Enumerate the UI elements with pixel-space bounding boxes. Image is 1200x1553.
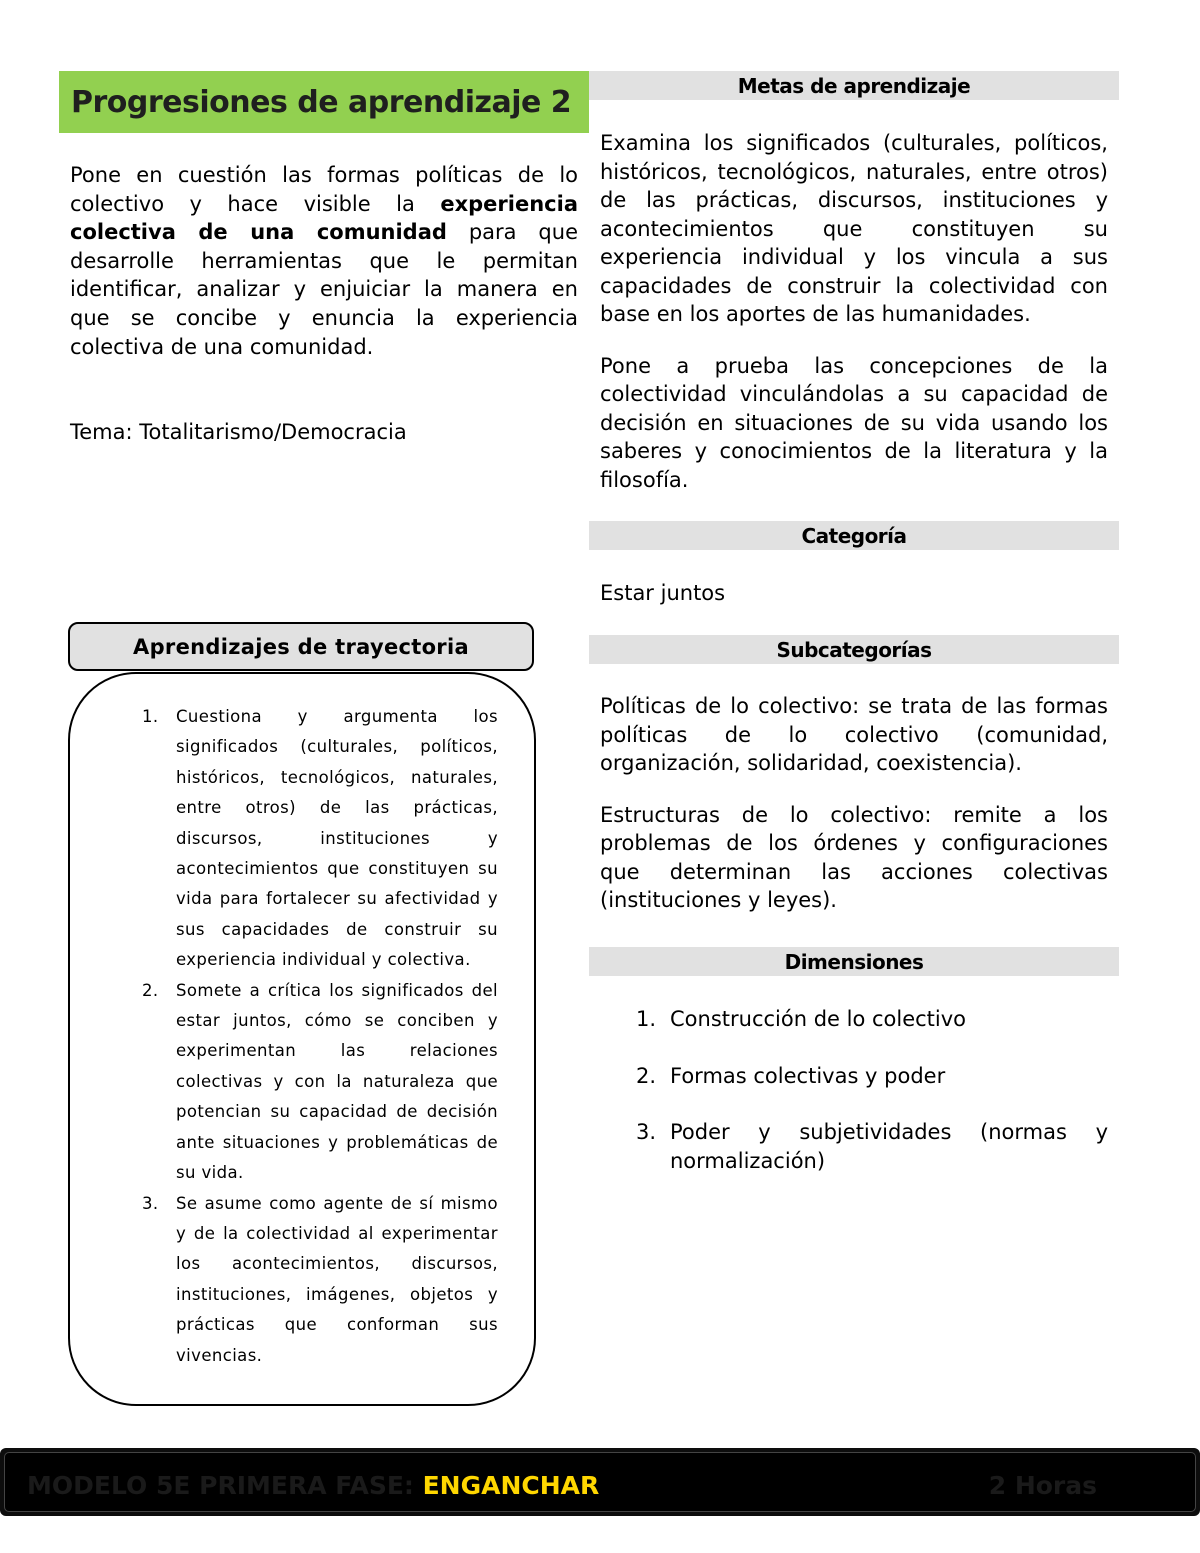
trayectoria-item <box>136 702 498 976</box>
dimension-item <box>636 1062 1108 1091</box>
dimensiones-header: Dimensiones <box>589 947 1119 976</box>
footer-phase: ENGANCHAR <box>422 1471 600 1500</box>
trayectoria-title: Aprendizajes de trayectoria <box>68 622 534 671</box>
trayectoria-item <box>136 976 498 1189</box>
progression-description <box>70 161 578 361</box>
metas-paragraph-2: Pone a prueba las concepciones de la colectividad vinculándolas a su capacidad de decisión en situaciones de su vida usando los saberes y conocimientos de la literatura y la filosofía. <box>600 353 1108 492</box>
categoria-header: Categoría <box>589 521 1119 550</box>
list-number: 3. <box>636 1120 657 1144</box>
categoria-value: Estar juntos <box>600 581 726 605</box>
intro-text-end: para que desarrolle herramientas que le permitan identificar, analizar y enjuiciar la manera en que se concibe y enuncia la experiencia colectiva de una comunidad. <box>70 220 578 359</box>
list-text: Se asume como agente de sí mismo y de la colectividad al experimentar los acontecimientos, discursos, instituciones, imágenes, objetos y prácticas que conforman sus vivencias. <box>176 1193 498 1365</box>
metas-content <box>600 129 1108 517</box>
intro-bold-text: experiencia colectiva de una comunidad <box>70 191 578 245</box>
list-number: 2. <box>636 1063 657 1088</box>
footer-hours: 2 Horas <box>988 1471 1097 1500</box>
list-number: 1. <box>142 707 159 726</box>
metas-paragraph-1: Examina los significados (culturales, políticos, históricos, tecnológicos, naturales, entre otros) de las prácticas, discursos, instituciones y acontecimientos que constituyen su experiencia individual y los vincula a sus capacidades de construir la colectividad con base en los aportes de las humanidades. <box>600 131 1108 326</box>
subcategoria-paragraph-2: Estructuras de lo colectivo: remite a los problemas de los órdenes y configuraciones que determinan las acciones colectivas (instituciones y leyes). <box>600 802 1108 912</box>
subcategorias-content <box>600 692 1108 938</box>
progression-title: Progresiones de aprendizaje 2 <box>71 85 572 120</box>
footer-inner <box>4 1452 1196 1512</box>
dimension-item <box>636 1005 1108 1034</box>
list-number: 3. <box>142 1193 159 1213</box>
subcategoria-paragraph-1: Políticas de lo colectivo: se trata de las formas políticas de lo colectivo (comunidad, organización, solidaridad, coexistencia). <box>600 694 1108 775</box>
list-number: 2. <box>142 980 159 1000</box>
trayectoria-item <box>136 1189 498 1371</box>
dimension-item <box>636 1118 1108 1175</box>
footer-label <box>27 1471 599 1500</box>
tema-line: Tema: Totalitarismo/Democracia <box>70 420 407 444</box>
footer-banner <box>0 1448 1200 1516</box>
list-text: Formas colectivas y poder <box>670 1063 946 1088</box>
metas-header: Metas de aprendizaje <box>589 71 1119 100</box>
intro-text-start: Pone en cuestión las formas políticas de lo colectivo y hace visible la <box>70 163 578 216</box>
list-text: Construcción de lo colectivo <box>670 1007 967 1031</box>
footer-prefix: MODELO 5E PRIMERA FASE: <box>27 1471 423 1500</box>
trayectoria-list <box>136 702 498 1371</box>
list-text: Somete a crítica los significados del estar juntos, cómo se conciben y experimentan las relaciones colectivas y con la naturaleza que potencian su capacidad de decisión ante situaciones y problemáticas de su vida. <box>176 980 498 1183</box>
progression-header <box>59 71 589 133</box>
subcategorias-header: Subcategorías <box>589 635 1119 664</box>
list-text: Poder y subjetividades (normas y normalización) <box>670 1120 1108 1173</box>
list-text: Cuestiona y argumenta los significados (culturales, políticos, históricos, tecnológicos, naturales, entre otros) de las prácticas, discursos, instituciones y acontecimientos que constituyen su vida para fortalecer su afectividad y sus capacidades de construir su experiencia individual y colectiva. <box>176 707 498 970</box>
dimensiones-list <box>636 1005 1108 1203</box>
list-number: 1. <box>636 1007 657 1031</box>
